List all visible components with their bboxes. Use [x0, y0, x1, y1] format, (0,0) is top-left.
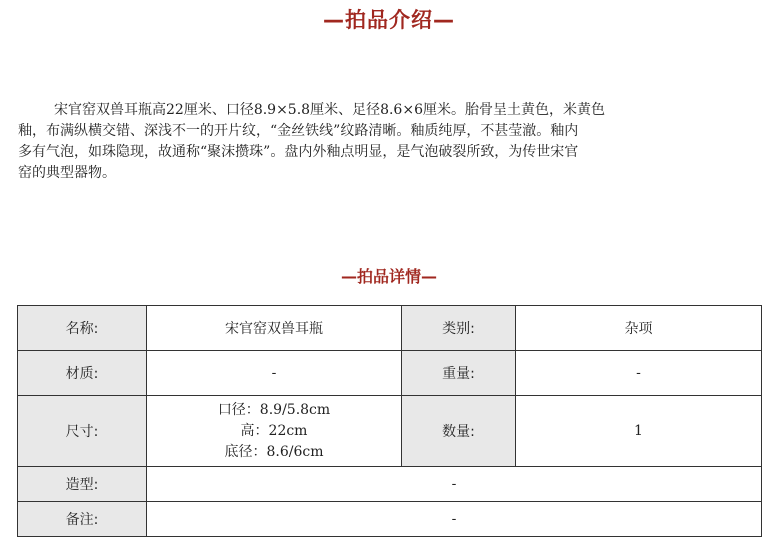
- material-label: 材质:: [18, 351, 147, 396]
- note-value: -: [147, 502, 762, 537]
- intro-line: 窑的典型器物。: [18, 165, 116, 181]
- table-row: [18, 396, 762, 467]
- category-value: 杂项: [516, 306, 762, 351]
- table-row: [18, 351, 762, 396]
- shape-value: -: [147, 467, 762, 502]
- intro-line: 多有气泡，如珠隐现，故通称“聚沫攒珠”。盘内外釉点明显，是气泡破裂所致，为传世宋官: [18, 144, 579, 160]
- size-value: [147, 396, 402, 467]
- weight-value: -: [516, 351, 762, 396]
- size-base-diameter: 底径：8.6/6cm: [224, 443, 324, 460]
- intro-line: 釉，布满纵横交错、深浅不一的开片纹，“金丝铁线”纹路清晰。釉质纯厚，不甚莹澈。釉内: [18, 123, 579, 139]
- quantity-value: 1: [516, 396, 762, 467]
- intro-paragraph: [18, 100, 760, 184]
- size-height: 高：22cm: [240, 422, 308, 439]
- intro-line: 宋官窑双兽耳瓶高22厘米、口径8.9×5.8厘米、足径8.6×6厘米。胎骨呈土黄色，米黄色: [54, 102, 605, 118]
- detail-table: [17, 305, 762, 537]
- name-label: 名称:: [18, 306, 147, 351]
- intro-section-title: —拍品介绍—: [323, 8, 455, 32]
- material-value: -: [147, 351, 402, 396]
- category-label: 类别:: [402, 306, 516, 351]
- size-mouth-diameter: 口径：8.9/5.8cm: [217, 401, 331, 418]
- note-label: 备注:: [18, 502, 147, 537]
- size-label: 尺寸:: [18, 396, 147, 467]
- name-value: 宋官窑双兽耳瓶: [147, 306, 402, 351]
- shape-label: 造型:: [18, 467, 147, 502]
- table-row: [18, 467, 762, 502]
- detail-section-title: —拍品详情—: [340, 267, 437, 286]
- table-row: [18, 502, 762, 537]
- weight-label: 重量:: [402, 351, 516, 396]
- table-row: [18, 306, 762, 351]
- quantity-label: 数量:: [402, 396, 516, 467]
